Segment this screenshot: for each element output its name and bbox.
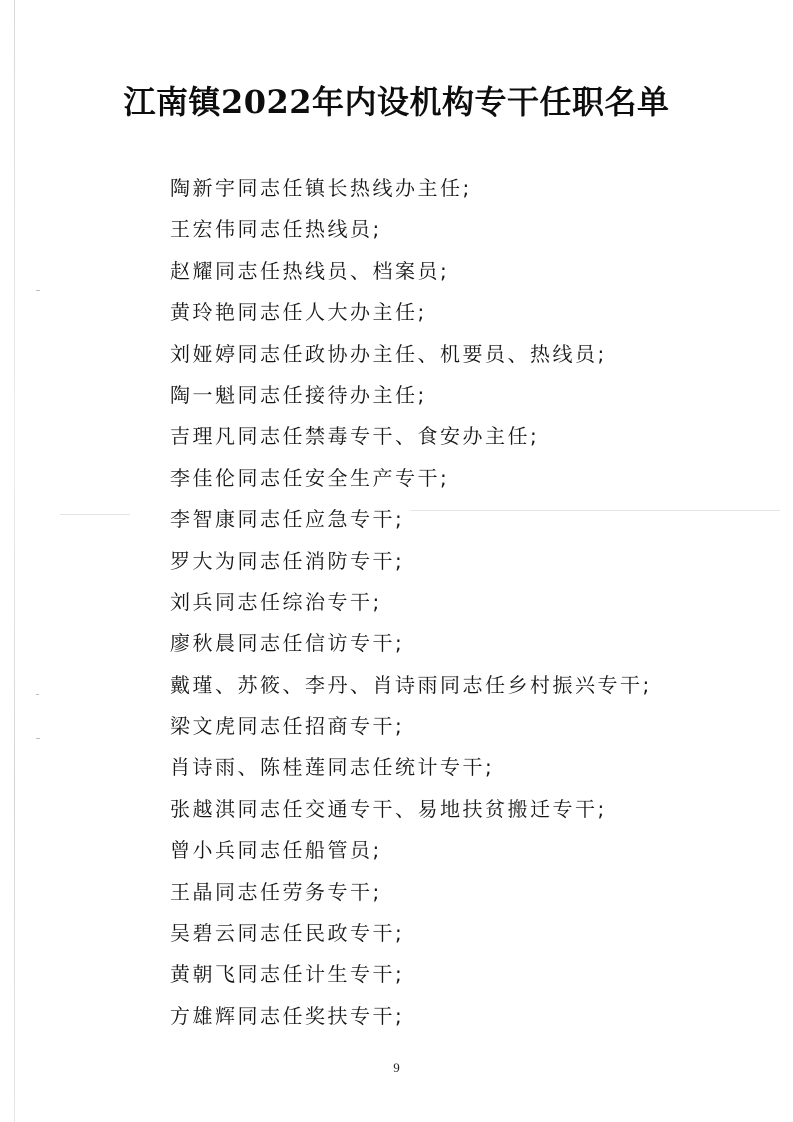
list-item: 廖秋晨同志任信访专干; — [170, 631, 405, 656]
list-item: 赵耀同志任热线员、档案员; — [170, 258, 450, 283]
list-item: 肖诗雨、陈桂莲同志任统计专干; — [170, 755, 495, 780]
list-item: 王宏伟同志任热线员; — [170, 217, 382, 242]
list-item: 曾小兵同志任船管员; — [170, 838, 382, 863]
list-item: 吉理凡同志任禁毒专干、食安办主任; — [170, 424, 540, 449]
list-item: 戴瑾、苏筱、李丹、肖诗雨同志任乡村振兴专干; — [170, 672, 652, 697]
list-item: 方雄辉同志任奖扶专干; — [170, 1003, 405, 1028]
list-item: 梁文虎同志任招商专干; — [170, 714, 405, 739]
scan-artifact — [36, 290, 40, 291]
list-item: 吴碧云同志任民政专干; — [170, 921, 405, 946]
list-item: 李佳伦同志任安全生产专干; — [170, 465, 450, 490]
page-number: 9 — [393, 1060, 400, 1075]
list-item: 张越淇同志任交通专干、易地扶贫搬迁专干; — [170, 796, 607, 821]
appointment-list — [170, 168, 652, 1037]
scan-artifact — [60, 514, 130, 515]
list-item: 刘娅婷同志任政协办主任、机要员、热线员; — [170, 341, 607, 366]
list-item: 陶新宇同志任镇长热线办主任; — [170, 176, 472, 200]
document-title: 江南镇2022年内设机构专干任职名单 — [123, 83, 670, 121]
scan-artifact — [36, 694, 39, 695]
list-item: 黄玲艳同志任人大办主任; — [170, 300, 427, 325]
list-item: 李智康同志任应急专干; — [170, 507, 405, 532]
scan-edge-line — [14, 0, 15, 1122]
list-item: 陶一魁同志任接待办主任; — [170, 382, 427, 407]
list-item: 刘兵同志任综治专干; — [170, 589, 382, 614]
list-item: 王晶同志任劳务专干; — [170, 879, 382, 904]
scan-artifact — [36, 738, 40, 739]
list-item: 罗大为同志任消防专干; — [170, 548, 405, 573]
list-item: 黄朝飞同志任计生专干; — [170, 962, 405, 987]
scan-artifact — [410, 510, 780, 511]
